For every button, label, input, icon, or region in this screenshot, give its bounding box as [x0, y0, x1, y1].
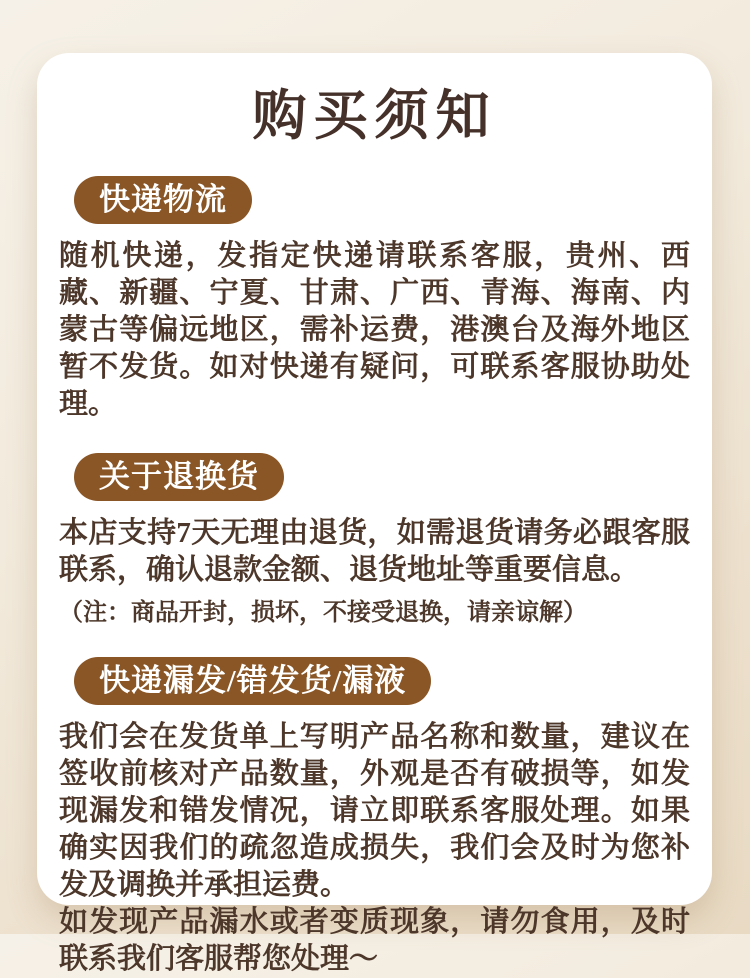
returns-note: （注：商品开封，损坏，不接受退换，请亲谅解） [59, 600, 587, 627]
section-missing-wrong-leaking [59, 657, 690, 978]
section-shipping [59, 176, 690, 423]
notice-card [37, 53, 712, 976]
page-title: 购买须知 [252, 86, 497, 146]
returns-paragraph: 本店支持7天无理由退货，如需退货请务必跟客服联系，确认退款金额、退货地址等重要信息。 [59, 517, 690, 587]
missing-wrong-leaking-badge: 快递漏发/错发货/漏液 [74, 657, 431, 705]
missing-wrong-leaking-paragraph: 我们会在发货单上写明产品名称和数量，建议在签收前核对产品数量，外观是否有破损等，如发现漏发和错发情况，请立即联系客服处理。如果确实因我们的疏忽造成损失，我们会及时为您补发及调换并承担运费。 [59, 721, 690, 902]
returns-badge: 关于退换货 [74, 453, 284, 501]
leaking-spoiled-paragraph: 如发现产品漏水或者变质现象，请勿食用，及时联系我们客服帮您处理～ [59, 906, 690, 976]
shipping-badge: 快递物流 [74, 176, 252, 224]
section-returns [59, 453, 690, 629]
shipping-paragraph: 随机快递，发指定快递请联系客服，贵州、西藏、新疆、宁夏、甘肃、广西、青海、海南、内蒙古等偏远地区，需补运费，港澳台及海外地区暂不发货。如对快递有疑问，可联系客服协助处理。 [59, 240, 690, 421]
